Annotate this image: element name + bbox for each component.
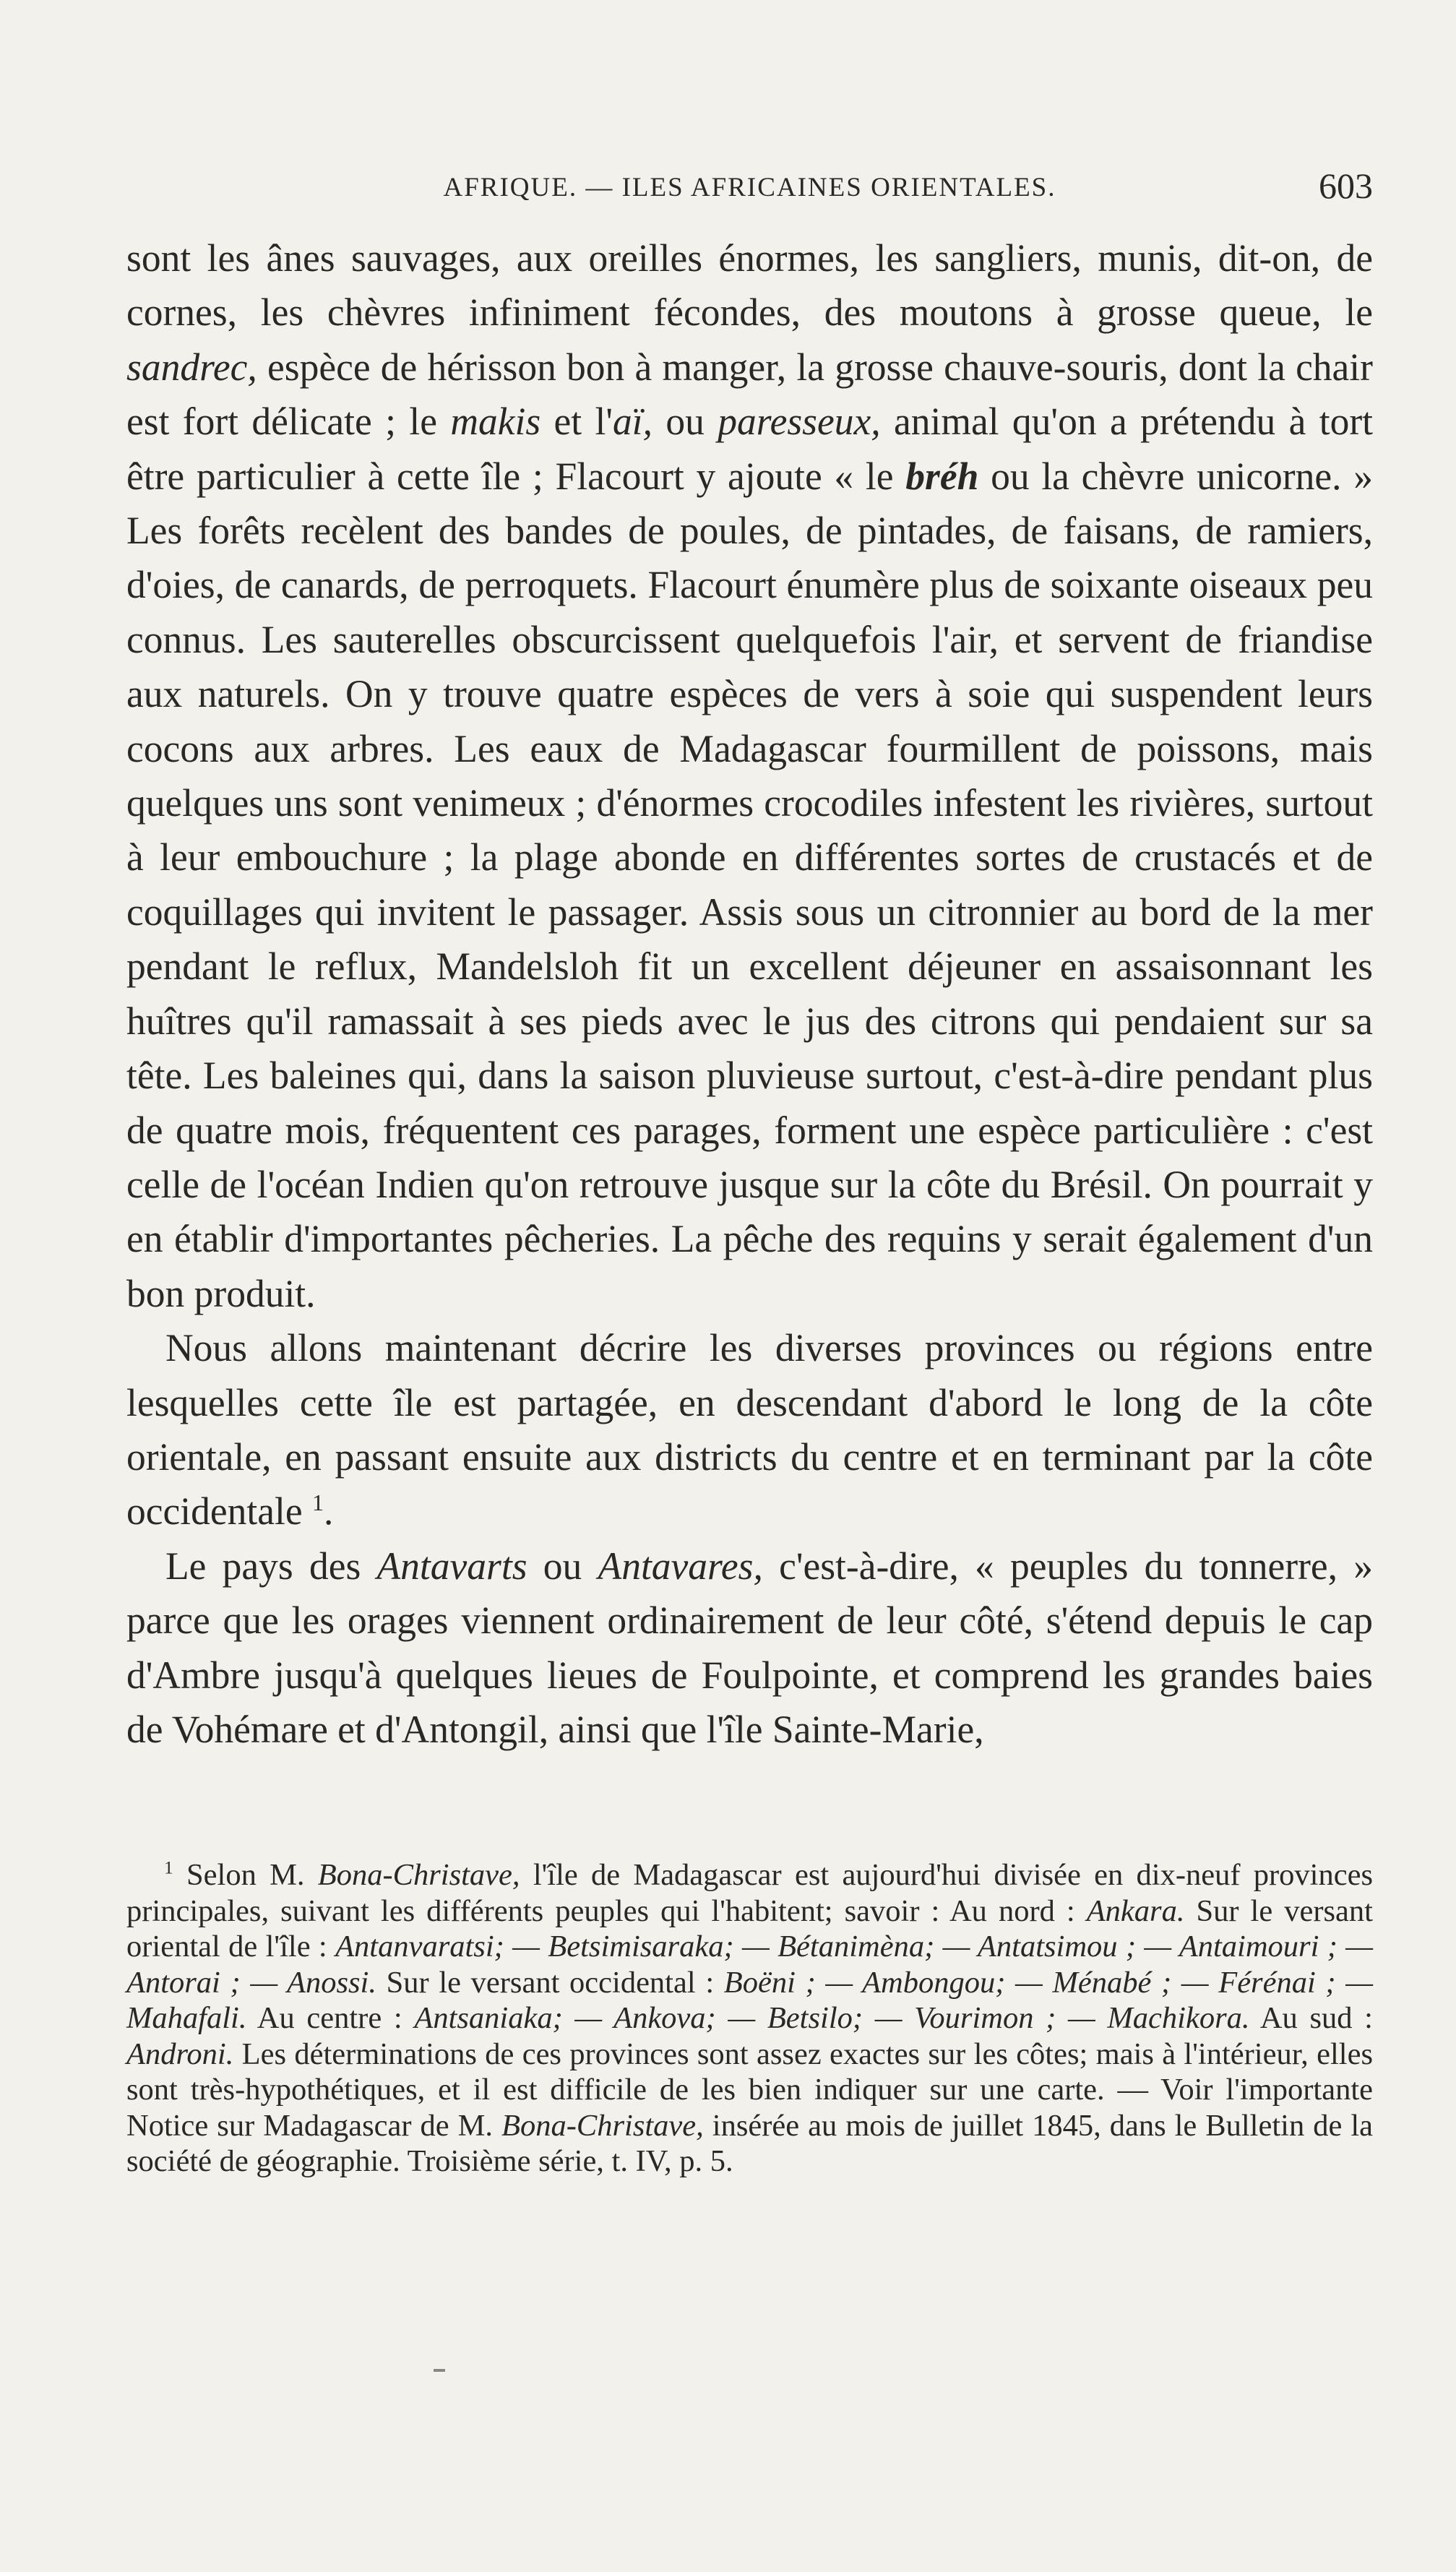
text-run: et l' [540,400,613,444]
text-run: . [324,1489,334,1534]
text-run: ou la chèvre unicorne. » Les forêts recèlent des bandes de poules, de pintades, de faisans, de ramiers, d'oies, de canards, de perroquets. Flacourt énumère plus de soixante oiseaux peu connus. Les sauterelles obscurcissent quelquefois l'air, et servent de friandise aux naturels. On y trouve quatre espèces de vers à soie qui suspendent leurs cocons aux arbres. Les eaux de Madagascar fourmillent de poissons, mais quelques uns sont venimeux ; d'énormes crocodiles infestent les rivières, surtout à leur embouchure ; la plage abonde en différentes sortes de crustacés et de coquillages qui invitent le passager. Assis sous un citronnier au bord de la mer pendant le reflux, Mandelsloh fit un excellent déjeuner en assaisonnant les huîtres qu'il ramassait à ses pieds avec le jus des citrons qui pendaient sur sa tête. Les baleines qui, dans la saison pluvieuse surtout, c'est-à-dire pendant plus de quatre mois, fréquentent ces parages, forment une espèce particulière : c'est celle de l'océan Indien qu'on retrouve jusque sur la côte du Brésil. On pourrait y en établir d'importantes pêcheries. La pêche des requins y serait également d'un bon produit. [126,454,1373,1315]
text-run: l'île de Madagascar est aujourd'hui divisée en dix-neuf provinces principales, suivant les différents peuples qui l'habitent; savoir : Au nord : [126,1858,1373,1928]
text-run: animal qu'on a prétendu à tort être particulier à cette île ; Flacourt y ajoute « le [126,400,1374,498]
page-number: 603 [1319,165,1373,206]
text-run: ou [652,400,718,444]
italic-term: paresseux, [718,400,881,444]
text-run: Nous allons maintenant décrire les diverses provinces ou régions entre lesquelles cette île est partagée, en descendant d'abord le long de la côte orientale, en passant ensuite aux districts du centre et en terminant par la côte occidentale [126,1326,1373,1534]
italic-term: Antavarts [376,1544,527,1588]
footnote-marker: 1 [164,1857,173,1878]
italic-term: Bona-Christave, [317,1858,520,1892]
italic-term: bréh [905,454,979,498]
text-run: c'est-à-dire, « peuples du tonnerre, » parce que les orages viennent ordinairement de leur côté, s'étend depuis le cap d'Ambre jusqu'à quelques lieues de Foulpointe, et comprend les grandes baies de Vohémare et d'Antongil, ainsi que l'île Sainte-Marie, [126,1544,1373,1751]
text-run: insérée au mois de juillet 1845, dans le Bulletin de la société de géographie. Troisième série, t. IV, p. 5. [126,2108,1373,2178]
paragraph-provinces [126,1321,1373,1539]
italic-term: makis [450,400,541,444]
main-text [126,231,1373,1757]
text-run: sont les ânes sauvages, aux oreilles énormes, les sangliers, munis, dit-on, de cornes, les chèvres infiniment fécondes, des moutons à grosse queue, le [126,236,1373,335]
italic-term: Bona-Christave, [501,2108,704,2143]
stray-mark [434,2369,445,2372]
running-title: AFRIQUE. — ILES AFRICAINES ORIENTALES. [443,173,1056,202]
italic-term: Androni. [126,2036,234,2071]
italic-term: aï, [613,400,653,444]
footnote-1 [126,1857,1373,2180]
italic-term: Boëni ; — Ambongou; — Ménabé ; — Férénai ; — Mahafali. [126,1965,1374,2035]
text-run: ou [527,1544,598,1588]
text-run: Le pays des [165,1544,377,1588]
footnote-reference[interactable]: 1 [311,1489,324,1516]
italic-term: Antsaniaka; — Ankova; — Betsilo; — Vourimon ; — Machikora. [414,2001,1250,2035]
text-run: Selon M. [173,1858,318,1892]
text-run: espèce de hérisson bon à manger, la grosse chauve-souris, dont la chair est fort délicate ; le [126,345,1373,444]
italic-term: sandrec, [126,345,257,389]
page-header [126,165,1373,215]
paragraph-fauna [126,231,1373,1321]
italic-term: Antanvaratsi; — Betsimisaraka; — Bétanimèna; — Antatsimou ; — Antaimouri ; — Antorai ; — Anossi. [126,1930,1374,2000]
paragraph-antavarts [126,1539,1373,1758]
text-run: Au centre : [246,2001,415,2035]
italic-term: Antavares, [598,1544,763,1588]
text-run: Sur le versant oriental de l'île : [126,1893,1373,1964]
text-run: Au sud : [1249,2001,1373,2035]
text-run: Les déterminations de ces provinces sont assez exactes sur les côtes; mais à l'intérieur, elles sont très-hypothétiques, et il est difficile de les bien indiquer sur une carte. — Voir l'importante Notice sur Madagascar de M. [126,2036,1373,2143]
italic-term: Ankara. [1086,1893,1185,1928]
footnotes [126,1857,1373,2180]
text-run: Sur le versant occidental : [376,1965,724,2000]
